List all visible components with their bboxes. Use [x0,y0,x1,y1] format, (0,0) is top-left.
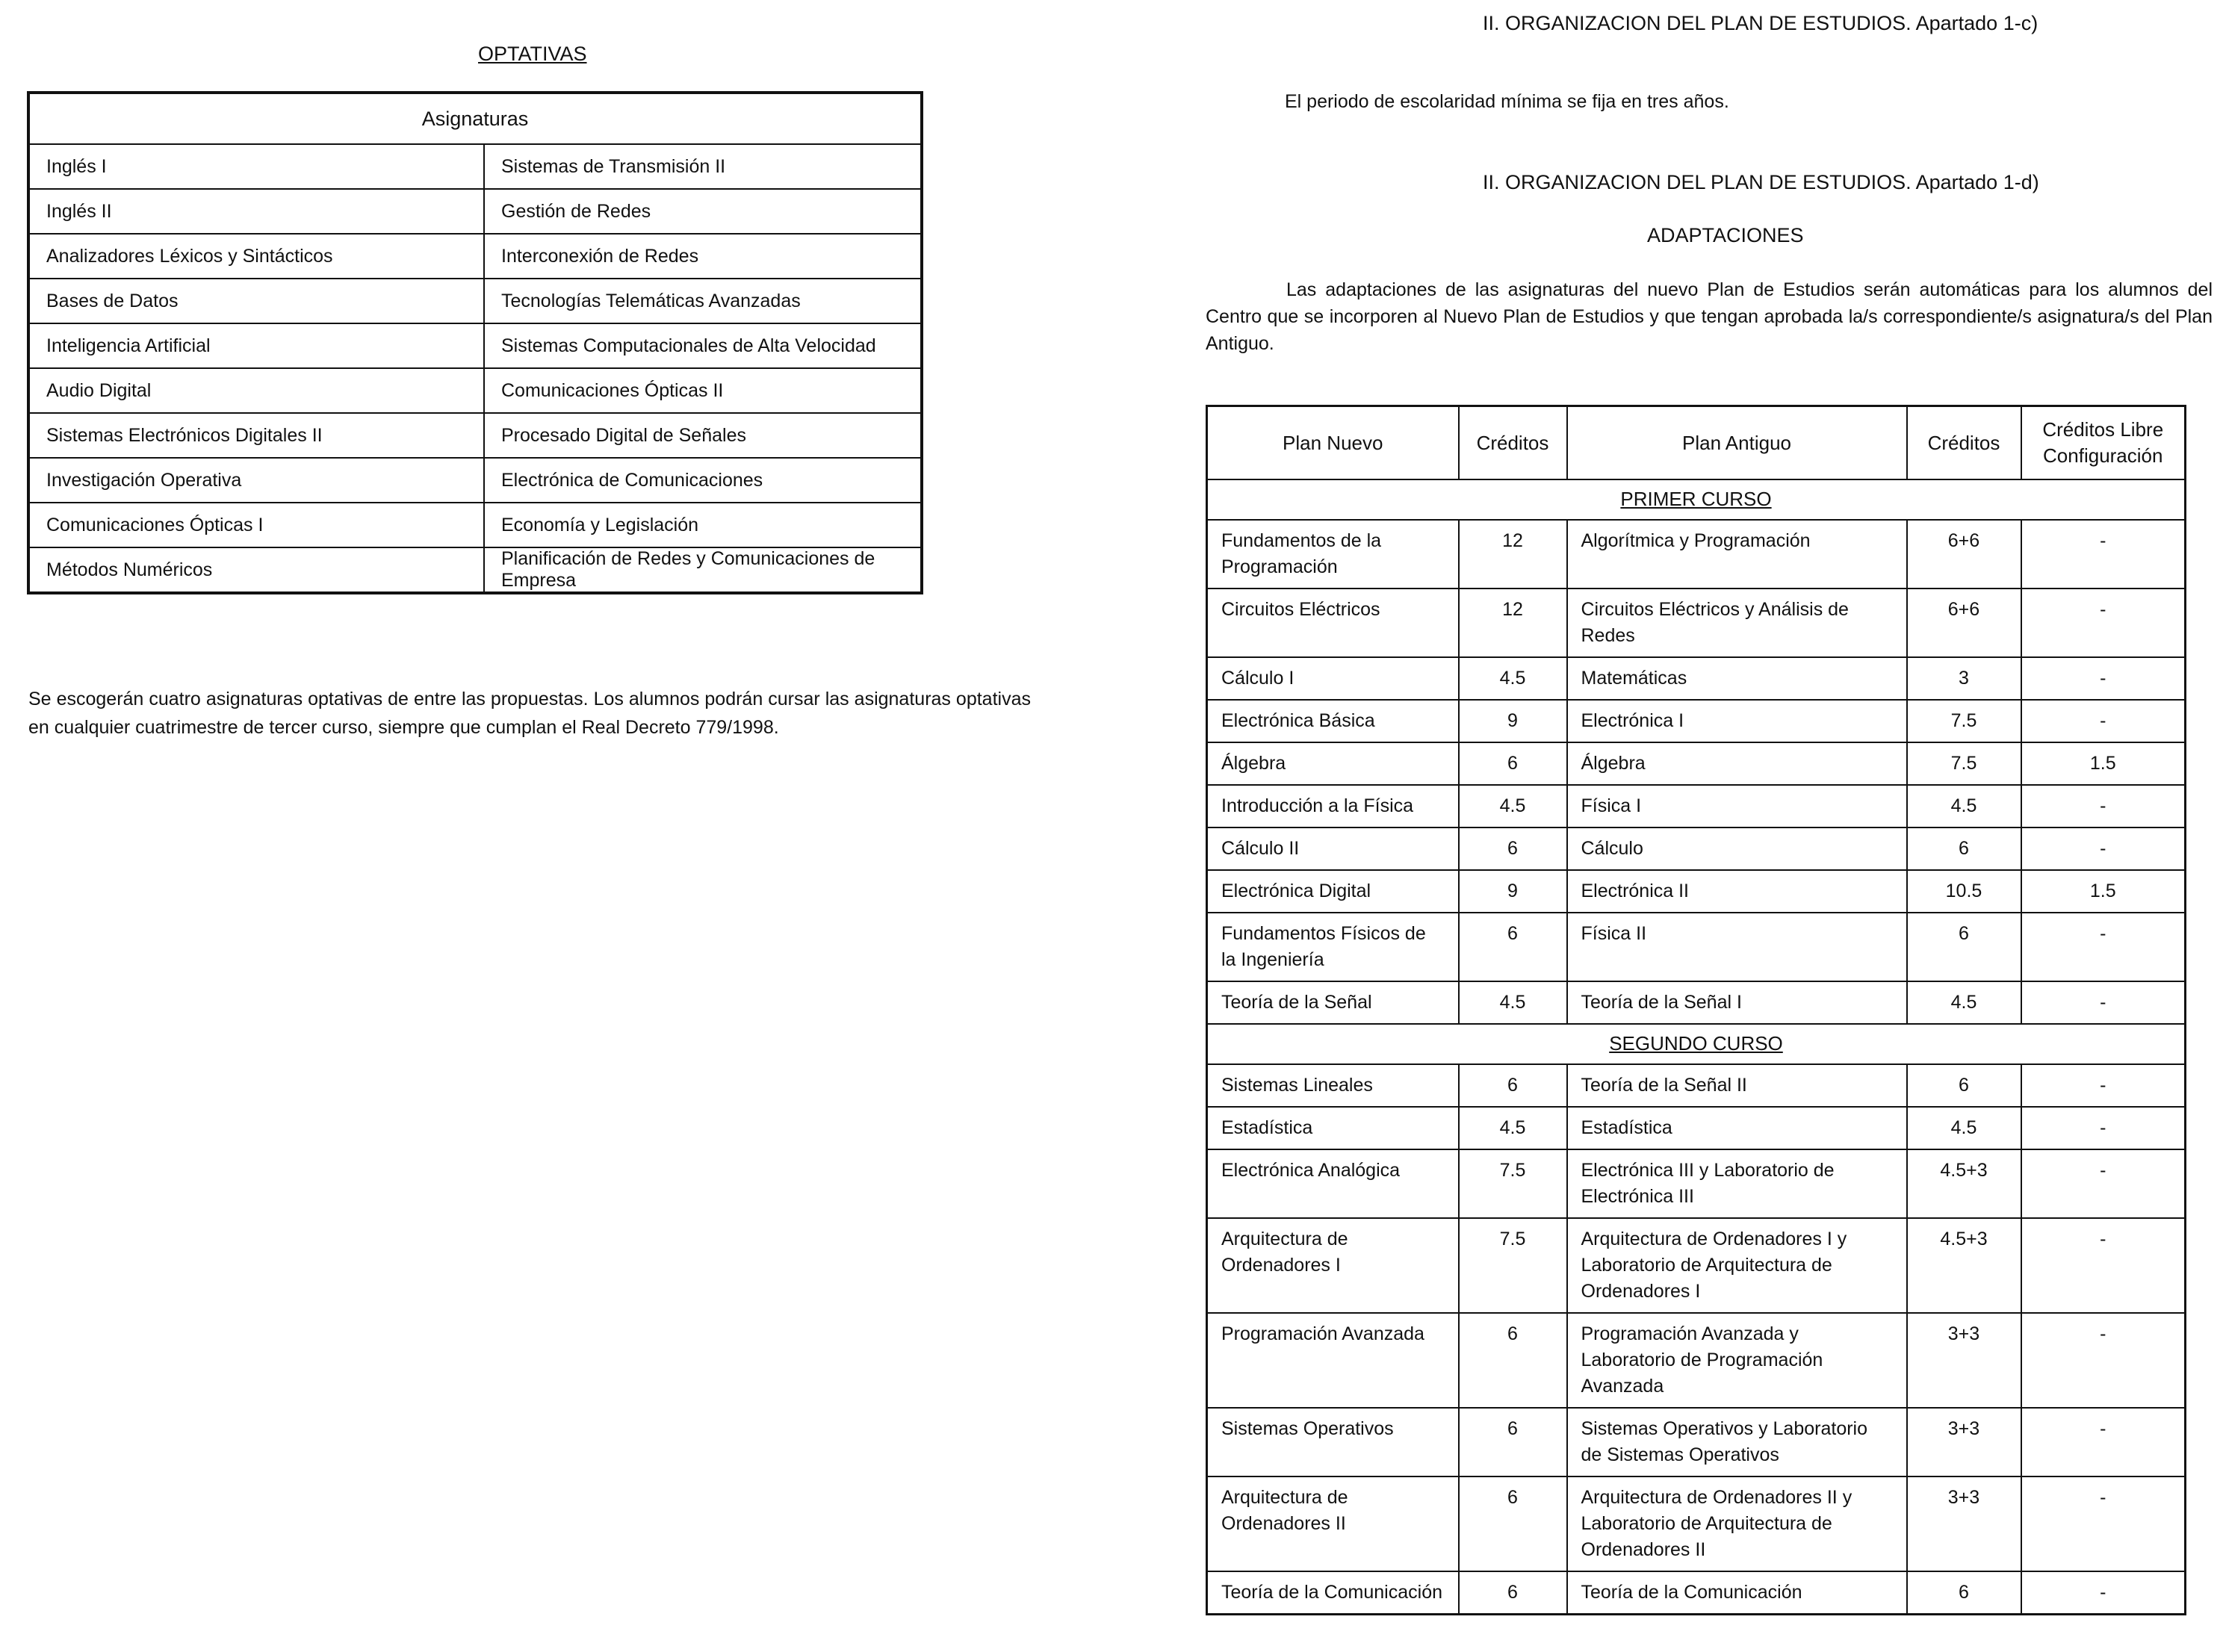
table-cell: 6 [1907,1064,2021,1107]
table-cell: 7.5 [1907,742,2021,785]
table-cell: Inglés II [28,189,484,234]
table-cell: Tecnologías Telemáticas Avanzadas [484,279,922,323]
optativas-title: OPTATIVAS [478,43,587,65]
table-cell: 4.5 [1459,657,1567,700]
table-cell: Arquitectura de Ordenadores II [1207,1476,1459,1571]
table-row [28,458,922,503]
period-text: El periodo de escolaridad mínima se fija en tres años. [1285,91,1729,112]
table-cell: 6 [1459,1064,1567,1107]
table-cell: 6+6 [1907,520,2021,589]
table-cell: Procesado Digital de Señales [484,413,922,458]
table-row [1207,742,2186,785]
table-row [1207,870,2186,913]
table-cell: - [2021,1408,2186,1476]
table-cell: - [2021,1571,2186,1615]
table-cell: 3+3 [1907,1408,2021,1476]
table-cell: 12 [1459,589,1567,657]
table-cell: Electrónica III y Laboratorio de Electrónica III [1567,1149,1907,1218]
table-cell: - [2021,1064,2186,1107]
table-cell: 4.5+3 [1907,1218,2021,1313]
table-row [1207,1313,2186,1408]
adaptaciones-title: ADAPTACIONES [1647,224,1804,246]
table-cell: 7.5 [1907,700,2021,742]
table-cell: Analizadores Léxicos y Sintácticos [28,234,484,279]
table-cell: Teoría de la Señal I [1567,981,1907,1024]
section-title: SEGUNDO CURSO [1207,1024,2186,1064]
table-cell: Electrónica Digital [1207,870,1459,913]
table-cell: Interconexión de Redes [484,234,922,279]
table-row [28,189,922,234]
table-cell: Comunicaciones Ópticas I [28,503,484,547]
table-cell: Programación Avanzada [1207,1313,1459,1408]
table-cell: Inteligencia Artificial [28,323,484,368]
table-row [28,323,922,368]
table-cell: 6 [1459,1571,1567,1615]
table-cell: 6 [1459,1476,1567,1571]
section-row [1207,479,2186,520]
table-cell: Planificación de Redes y Comunicaciones de Empresa [484,547,922,593]
table-cell: 6 [1907,913,2021,981]
table-cell: Cálculo II [1207,827,1459,870]
table-cell: - [2021,1313,2186,1408]
table-cell: Álgebra [1567,742,1907,785]
table-cell: Teoría de la Comunicación [1567,1571,1907,1615]
table-row [28,368,922,413]
table-cell: 3 [1907,657,2021,700]
table-cell: Sistemas de Transmisión II [484,144,922,189]
table-cell: Electrónica de Comunicaciones [484,458,922,503]
adaptaciones-table-body [1207,479,2186,1615]
table-cell: Fundamentos Físicos de la Ingeniería [1207,913,1459,981]
optativas-note: Se escogerán cuatro asignaturas optativas de entre las propuestas. Los alumnos podrán cursar las asignaturas optativas en cualquier cuatrimestre de tercer curso, siempre que cumplan el Real Decreto 779/1998. [28,689,1031,738]
table-cell: - [2021,1476,2186,1571]
table-cell: Física I [1567,785,1907,827]
table-cell: 6 [1459,1408,1567,1476]
table-cell: Estadística [1207,1107,1459,1149]
table-row [1207,1218,2186,1313]
table-cell: 1.5 [2021,870,2186,913]
table-cell: Electrónica Básica [1207,700,1459,742]
table-cell: Estadística [1567,1107,1907,1149]
table-cell: 12 [1459,520,1567,589]
table-row [1207,1408,2186,1476]
table-cell: 4.5 [1459,785,1567,827]
table-cell: Electrónica II [1567,870,1907,913]
table-cell: 4.5 [1907,981,2021,1024]
section-row [1207,1024,2186,1064]
table-cell: 4.5+3 [1907,1149,2021,1218]
table-row [1207,827,2186,870]
table-cell: 9 [1459,870,1567,913]
table-cell: Gestión de Redes [484,189,922,234]
heading-apartado-1d: II. ORGANIZACION DEL PLAN DE ESTUDIOS. Apartado 1-d) [1483,171,2039,193]
table-cell: - [2021,785,2186,827]
table-cell: Comunicaciones Ópticas II [484,368,922,413]
table-cell: - [2021,1149,2186,1218]
table-cell: 9 [1459,700,1567,742]
table-cell: Electrónica Analógica [1207,1149,1459,1218]
table-cell: Matemáticas [1567,657,1907,700]
table-cell: Teoría de la Señal [1207,981,1459,1024]
table-cell: - [2021,657,2186,700]
table-row [1207,657,2186,700]
table-cell: Fundamentos de la Programación [1207,520,1459,589]
table-cell: - [2021,1107,2186,1149]
table-cell: Cálculo I [1207,657,1459,700]
table-cell: 4.5 [1907,785,2021,827]
table-cell: Sistemas Operativos [1207,1408,1459,1476]
table-cell: Sistemas Electrónicos Digitales II [28,413,484,458]
table-cell: - [2021,1218,2186,1313]
table-cell: 6 [1459,913,1567,981]
table-cell: - [2021,913,2186,981]
table-row [1207,1571,2186,1615]
table-row [28,144,922,189]
table-cell: 3+3 [1907,1476,2021,1571]
table-cell: - [2021,700,2186,742]
table-cell: - [2021,520,2186,589]
table-cell: Inglés I [28,144,484,189]
table-row [28,413,922,458]
table-cell: Arquitectura de Ordenadores I y Laboratorio de Arquitectura de Ordenadores I [1567,1218,1907,1313]
header-plan-nuevo: Plan Nuevo [1207,406,1459,480]
table-cell: Circuitos Eléctricos [1207,589,1459,657]
table-cell: Investigación Operativa [28,458,484,503]
adaptaciones-paragraph: Las adaptaciones de las asignaturas del nuevo Plan de Estudios serán automáticas para los alumnos del Centro que se incorporen al Nuevo Plan de Estudios y que tengan aprobada la/s correspondiente/s asignatura/s del Plan Antiguo. [1206,279,2213,354]
table-cell: Programación Avanzada y Laboratorio de Programación Avanzada [1567,1313,1907,1408]
table-cell: Sistemas Lineales [1207,1064,1459,1107]
table-cell: 10.5 [1907,870,2021,913]
table-cell: Teoría de la Señal II [1567,1064,1907,1107]
header-creditos-antiguo: Créditos [1907,406,2021,480]
heading-apartado-1c: II. ORGANIZACION DEL PLAN DE ESTUDIOS. Apartado 1-c) [1483,12,2038,34]
table-cell: 7.5 [1459,1218,1567,1313]
table-cell: 6 [1459,827,1567,870]
table-cell: 4.5 [1459,981,1567,1024]
table-cell: Cálculo [1567,827,1907,870]
optativas-table [27,91,923,594]
table-cell: Introducción a la Física [1207,785,1459,827]
header-creditos-libre: Créditos Libre Configuración [2021,406,2186,480]
table-cell: 4.5 [1459,1107,1567,1149]
table-cell: Física II [1567,913,1907,981]
table-cell: Economía y Legislación [484,503,922,547]
header-creditos-nuevo: Créditos [1459,406,1567,480]
optativas-table-header: Asignaturas [28,93,922,144]
table-cell: 6 [1459,742,1567,785]
table-cell: 6 [1907,827,2021,870]
table-cell: Álgebra [1207,742,1459,785]
table-cell: Audio Digital [28,368,484,413]
table-cell: Electrónica I [1567,700,1907,742]
table-cell: 4.5 [1907,1107,2021,1149]
table-cell: - [2021,589,2186,657]
table-row [1207,1149,2186,1218]
table-cell: Algorítmica y Programación [1567,520,1907,589]
table-row [1207,589,2186,657]
optativas-table-body [28,144,922,593]
table-cell: Sistemas Computacionales de Alta Velocidad [484,323,922,368]
table-cell: Sistemas Operativos y Laboratorio de Sistemas Operativos [1567,1408,1907,1476]
table-row [1207,785,2186,827]
section-title: PRIMER CURSO [1207,479,2186,520]
table-cell: 3+3 [1907,1313,2021,1408]
table-row [28,547,922,593]
table-cell: 6+6 [1907,589,2021,657]
header-plan-antiguo: Plan Antiguo [1567,406,1907,480]
table-row [1207,520,2186,589]
table-row [28,234,922,279]
table-row [1207,913,2186,981]
table-row [28,279,922,323]
table-cell: 6 [1459,1313,1567,1408]
table-cell: Arquitectura de Ordenadores I [1207,1218,1459,1313]
table-cell: - [2021,981,2186,1024]
table-cell: 1.5 [2021,742,2186,785]
table-cell: 6 [1907,1571,2021,1615]
table-cell: Bases de Datos [28,279,484,323]
adaptaciones-table [1206,405,2186,1615]
table-cell: Teoría de la Comunicación [1207,1571,1459,1615]
table-row [1207,1107,2186,1149]
table-cell: 7.5 [1459,1149,1567,1218]
table-row [28,503,922,547]
table-row [1207,981,2186,1024]
table-cell: Circuitos Eléctricos y Análisis de Redes [1567,589,1907,657]
table-row [1207,1476,2186,1571]
table-cell: Arquitectura de Ordenadores II y Laboratorio de Arquitectura de Ordenadores II [1567,1476,1907,1571]
table-row [1207,1064,2186,1107]
table-row [1207,700,2186,742]
table-cell: Métodos Numéricos [28,547,484,593]
table-cell: - [2021,827,2186,870]
